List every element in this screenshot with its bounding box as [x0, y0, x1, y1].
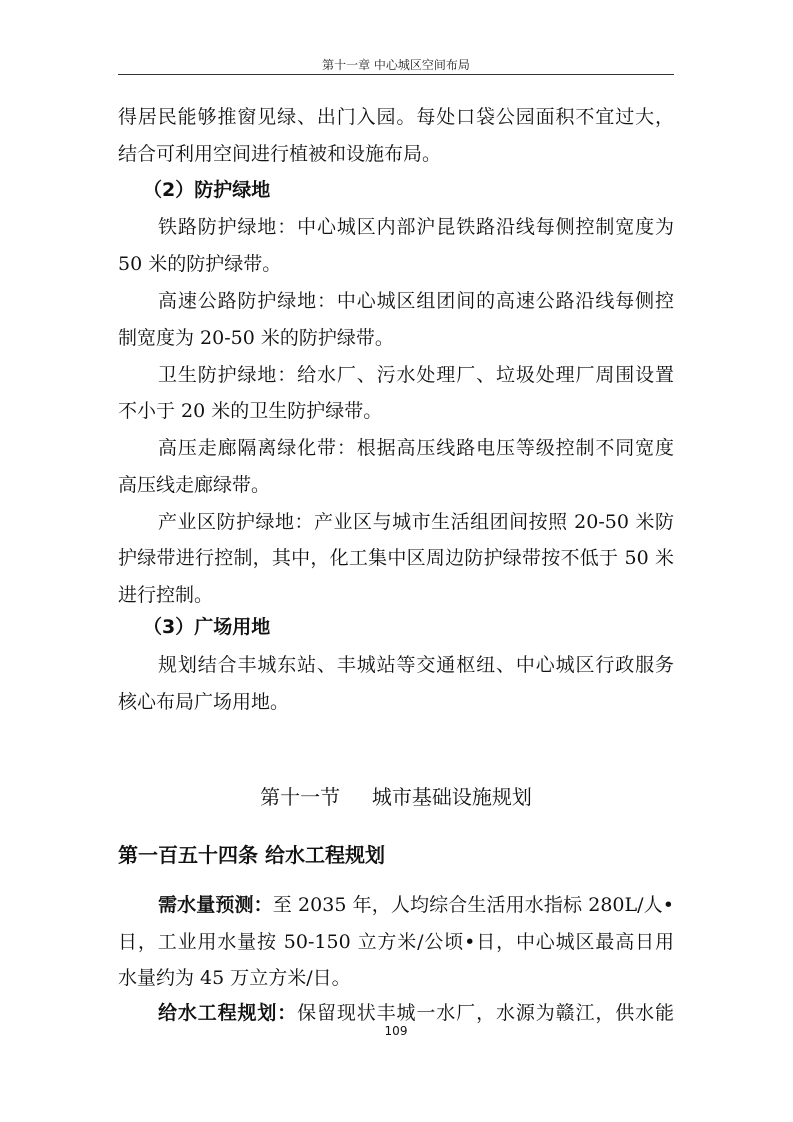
section-title: 第十一节 城市基础设施规划 [260, 785, 532, 809]
demand-text: 至 2035 年，人均综合生活用水指标 280L/人• [272, 894, 674, 916]
paragraph-line: 高压走廊隔离绿化带：根据高压线路电压等级控制不同宽度 [158, 437, 674, 459]
paragraph-line: 卫生防护绿地：给水厂、污水处理厂、垃圾处理厂周围设置 [158, 364, 674, 386]
supply-label: 给水工程规划： [158, 1002, 298, 1024]
paragraph-line: 进行控制。 [118, 584, 214, 606]
paragraph-line [158, 892, 674, 918]
subheading-square-land: （3）广场用地 [143, 616, 271, 638]
subheading-protective-green: （2）防护绿地 [143, 179, 271, 201]
paragraph-line: 高速公路防护绿地：中心城区组团间的高速公路沿线每侧控 [158, 290, 674, 312]
paragraph-line: 制宽度为 20-50 米的防护绿带。 [118, 327, 394, 349]
paragraph-line: 规划结合丰城东站、丰城站等交通枢纽、中心城区行政服务 [158, 654, 674, 676]
paragraph-line: 水量约为 45 万立方米/日。 [118, 967, 351, 989]
paragraph-line: 护绿带进行控制，其中，化工集中区周边防护绿带按不低于 50 米 [118, 547, 674, 569]
supply-text: 保留现状丰城一水厂，水源为赣江，供水能 [297, 1002, 674, 1024]
running-header: 第十一章 中心城区空间布局 [322, 58, 470, 72]
paragraph-line: 结合可利用空间进行植被和设施布局。 [118, 143, 442, 165]
paragraph-line: 不小于 20 米的卫生防护绿带。 [118, 400, 383, 422]
article-title: 第一百五十四条 给水工程规划 [118, 843, 385, 867]
demand-label: 需水量预测： [158, 894, 273, 916]
paragraph-line: 50 米的防护绿带。 [118, 253, 282, 275]
paragraph-line [158, 1000, 674, 1026]
page-number: 109 [384, 1024, 408, 1038]
paragraph-line: 得居民能够推窗见绿、出门入园。每处口袋公园面积不宜过大， [118, 106, 674, 128]
paragraph-line: 核心布局广场用地。 [118, 691, 290, 713]
paragraph-line: 日，工业用水量按 50-150 立方米/公顷•日，中心城区最高日用 [118, 931, 674, 953]
paragraph-line: 铁路防护绿地：中心城区内部沪昆铁路沿线每侧控制宽度为 [158, 216, 674, 238]
paragraph-line: 产业区防护绿地：产业区与城市生活组团间按照 20-50 米防 [158, 511, 674, 533]
paragraph-line: 高压线走廊绿带。 [118, 474, 271, 496]
header-divider [118, 74, 674, 75]
